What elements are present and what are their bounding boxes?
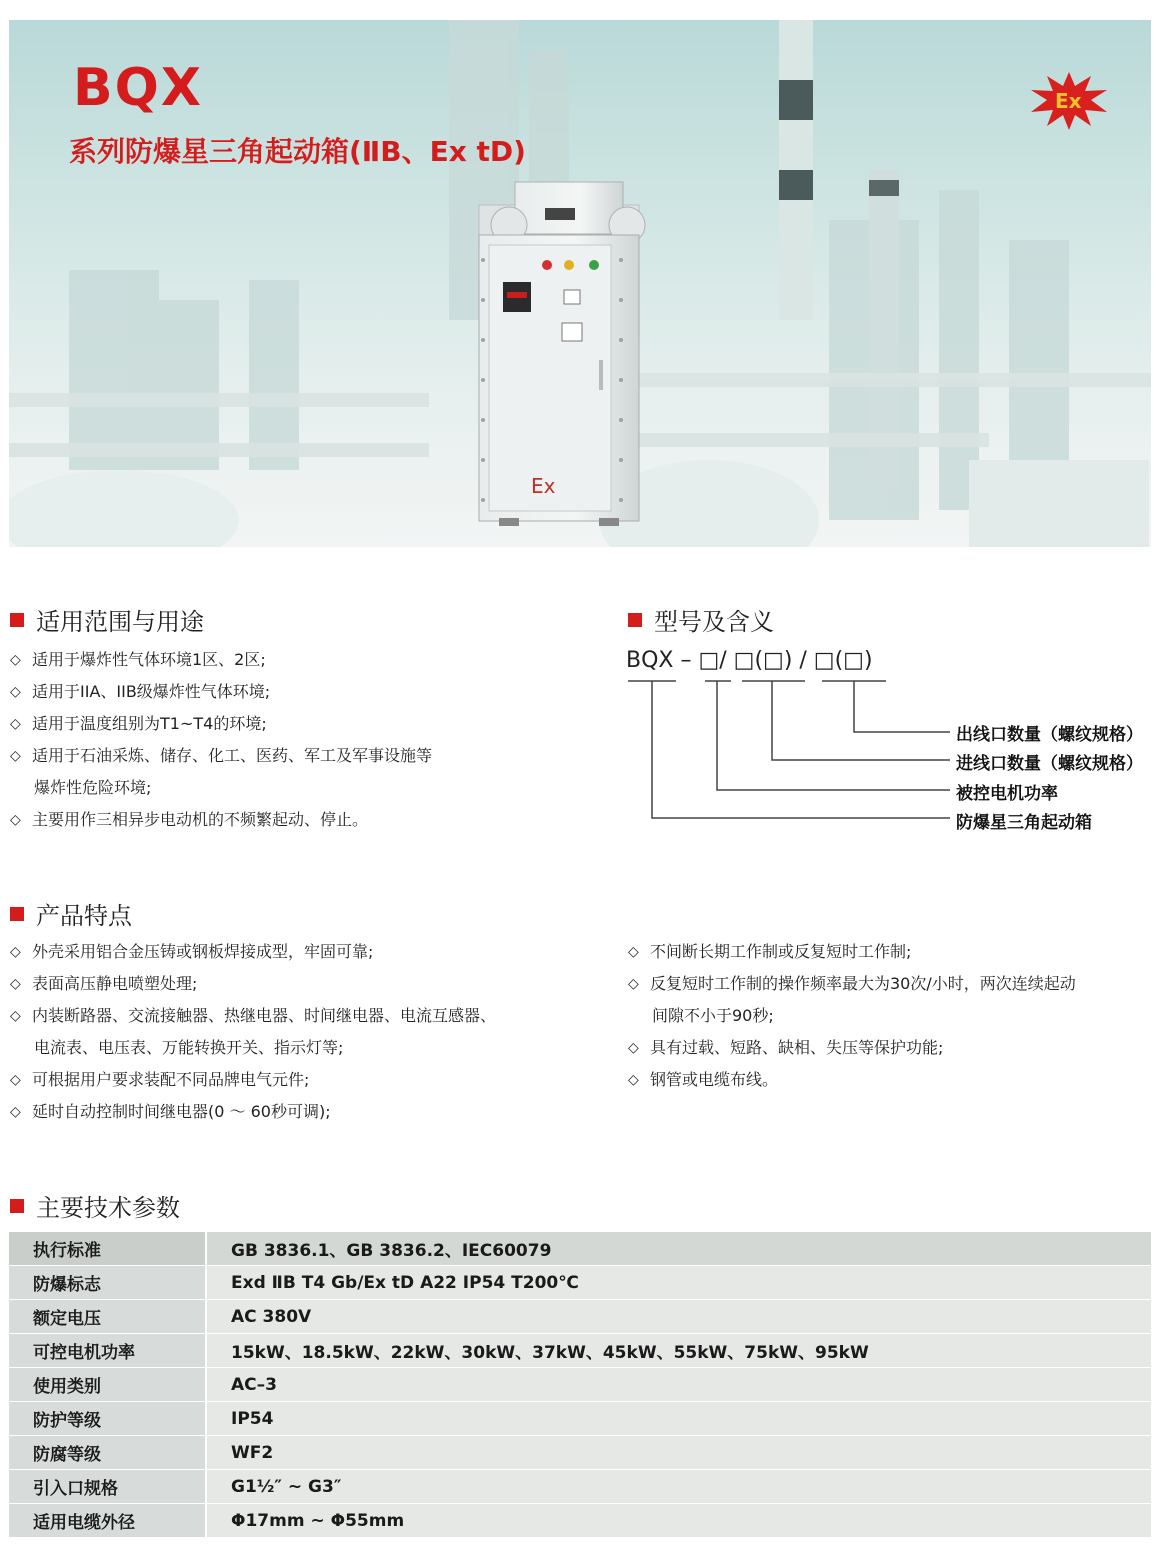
list-item: ◇ 适用于温度组别为T1~T4的环境; (10, 708, 600, 740)
diamond-icon: ◇ (10, 812, 21, 828)
spec-key: 防腐等级 (9, 1436, 206, 1470)
spec-key: 防爆标志 (9, 1266, 206, 1300)
spec-key: 防护等级 (9, 1402, 206, 1436)
spec-key: 引入口规格 (9, 1470, 206, 1504)
spec-value: AC 380V (206, 1300, 1151, 1334)
list-item: ◇ 具有过载、短路、缺相、失压等保护功能; (628, 1032, 1153, 1064)
ex-badge-label: Ex (1055, 89, 1082, 113)
features-title: 产品特点 (36, 902, 132, 930)
product-subtitle: 系列防爆星三角起动箱(ⅡB、Ex tD) (69, 135, 526, 168)
list-item-continuation: 爆炸性危险环境; (34, 778, 152, 797)
table-row (9, 1504, 1151, 1538)
spec-key: 额定电压 (9, 1300, 206, 1334)
spec-value: IP54 (206, 1402, 1151, 1436)
list-item: ◇ 适用于爆炸性气体环境1区、2区; (10, 644, 600, 676)
usage-title: 适用范围与用途 (36, 608, 204, 636)
brand-title: BQX (73, 58, 203, 118)
table-row (9, 1470, 1151, 1504)
features-left-list (10, 936, 610, 1128)
table-row (9, 1334, 1151, 1368)
model-label-product: 防爆星三角起动箱 (956, 813, 1092, 833)
list-item: ◇ 不间断长期工作制或反复短时工作制; (628, 936, 1153, 968)
diamond-icon: ◇ (10, 1008, 21, 1024)
table-row (9, 1232, 1151, 1266)
table-row (9, 1436, 1151, 1470)
diamond-icon: ◇ (10, 1104, 21, 1120)
list-item: ◇ 主要用作三相异步电动机的不频繁起动、停止。 (10, 804, 600, 836)
model-title: 型号及含义 (654, 608, 774, 636)
diamond-icon: ◇ (10, 652, 21, 668)
features-right-list (628, 936, 1153, 1096)
specs-heading (10, 1188, 180, 1223)
diamond-icon: ◇ (10, 1072, 21, 1088)
spec-value: GB 3836.1、GB 3836.2、IEC60079 (206, 1232, 1151, 1266)
list-item: ◇ 延时自动控制时间继电器(0 ～ 60秒可调); (10, 1096, 610, 1128)
spec-value: AC–3 (206, 1368, 1151, 1402)
list-item: ◇ 适用于IIA、IIB级爆炸性气体环境; (10, 676, 600, 708)
square-bullet-icon (10, 907, 24, 921)
diamond-icon: ◇ (10, 716, 21, 732)
diamond-icon: ◇ (10, 944, 21, 960)
spec-key: 适用电缆外径 (9, 1504, 206, 1538)
model-label-inlet: 进线口数量（螺纹规格） (956, 754, 1143, 774)
spec-key: 可控电机功率 (9, 1334, 206, 1368)
model-label-outlet: 出线口数量（螺纹规格） (956, 725, 1143, 745)
diamond-icon: ◇ (10, 748, 21, 764)
table-row (9, 1402, 1151, 1436)
model-label-power: 被控电机功率 (956, 784, 1058, 804)
list-item: ◇ 反复短时工作制的操作频率最大为30次/小时，两次连续起动 (628, 968, 1153, 1000)
list-item: ◇ 表面高压静电喷塑处理; (10, 968, 610, 1000)
table-row (9, 1368, 1151, 1402)
list-item: ◇ 内装断路器、交流接触器、热继电器、时间继电器、电流互感器、 (10, 1000, 610, 1032)
diamond-icon: ◇ (10, 684, 21, 700)
specs-title: 主要技术参数 (36, 1194, 180, 1222)
diamond-icon: ◇ (628, 1040, 639, 1056)
diamond-icon: ◇ (628, 1072, 639, 1088)
spec-value: Φ17mm ~ Φ55mm (206, 1504, 1151, 1538)
model-code: BQX – □/ □(□) / □(□) (626, 648, 873, 673)
list-item: ◇ 适用于石油采炼、储存、化工、医药、军工及军事设施等 (10, 740, 600, 772)
list-item-continuation: 电流表、电压表、万能转换开关、指示灯等; (34, 1038, 344, 1057)
features-heading (10, 896, 132, 931)
diamond-icon: ◇ (10, 976, 21, 992)
list-item: ◇ 可根据用户要求装配不同品牌电气元件; (10, 1064, 610, 1096)
specs-table (9, 1232, 1151, 1538)
cabinet-ex-mark: Ex (531, 474, 556, 498)
spec-value: Exd ⅡB T4 Gb/Ex tD A22 IP54 T200℃ (206, 1266, 1151, 1300)
square-bullet-icon (10, 1199, 24, 1213)
list-item: ◇ 钢管或电缆布线。 (628, 1064, 1153, 1096)
spec-key: 执行标准 (9, 1232, 206, 1266)
diamond-icon: ◇ (628, 944, 639, 960)
spec-value: G1½″ ~ G3″ (206, 1470, 1151, 1504)
spec-value: 15kW、18.5kW、22kW、30kW、37kW、45kW、55kW、75kW、95kW (206, 1334, 1151, 1368)
list-item-continuation: 间隙不小于90秒; (652, 1006, 774, 1025)
list-item: ◇ 外壳采用铝合金压铸或钢板焊接成型，牢固可靠; (10, 936, 610, 968)
diamond-icon: ◇ (628, 976, 639, 992)
table-row (9, 1266, 1151, 1300)
spec-key: 使用类别 (9, 1368, 206, 1402)
table-row (9, 1300, 1151, 1334)
spec-value: WF2 (206, 1436, 1151, 1470)
